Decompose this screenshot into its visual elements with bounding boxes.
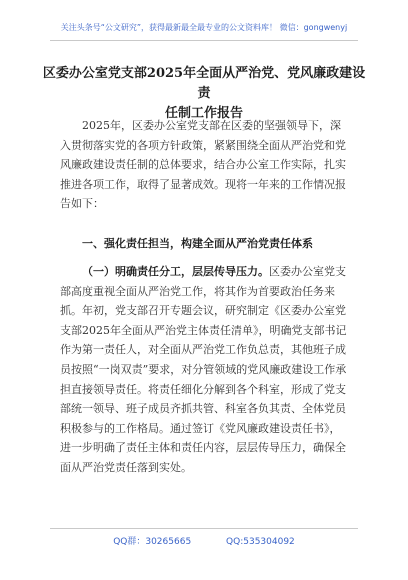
footer-divider <box>50 528 358 529</box>
intro-paragraph <box>60 116 350 214</box>
subsection-body: 区委办公室党支部高度重视全面从严治党工作，将其作为首要政治任务来抓。年初，党支部召开专题会议，研究制定《区委办公室党支部2025年全面从严治党主体责任清单》，明确党支部书记作为第一责任人，对全面从严治党工作负总责，其他班子成员按照“一岗双责”要求，对分管领域的党风廉政建设工作承担直接领导责任。将责任细化分解到各个科室，形成了党支部统一领导、班子成员齐抓共管、科室各负其责、全体党员积极参与的工作格局。通过签订《党风廉政建设责任书》，进一步明确了责任主体和责任内容，层层传导压力，确保全面从严治党责任落到实处。 <box>60 265 347 474</box>
subsection-lead: （一）明确责任分工，层层传导压力。 <box>82 265 269 278</box>
footer <box>0 534 408 547</box>
header-divider <box>50 40 358 41</box>
footer-qq: QQ:535304092 <box>226 537 295 547</box>
subsection-paragraph-1 <box>60 262 350 478</box>
intro-text: 2025年，区委办公室党支部在区委的坚强领导下，深入贯彻落实党的各项方针政策，紧紧围绕全面从严治党和党风廉政建设责任制的总体要求，结合办公室工作实际，扎实推进各项工作，取得了显著成效。现将一年来的工作情况报告如下： <box>60 119 346 211</box>
title-line-2: 任制工作报告 <box>164 106 243 121</box>
document-title <box>40 64 368 124</box>
title-line-1: 区委办公室党支部2025年全面从严治党、党风廉政建设责 <box>42 66 366 101</box>
section-heading-1: 一、强化责任担当，构建全面从严治党责任体系 <box>82 237 313 250</box>
header-banner: 关注头条号“公文研究”，获得最新最全最专业的公文资料库！ 微信：gongwenyj <box>60 23 348 32</box>
footer-qq-group: QQ群：30265665 <box>113 537 192 547</box>
